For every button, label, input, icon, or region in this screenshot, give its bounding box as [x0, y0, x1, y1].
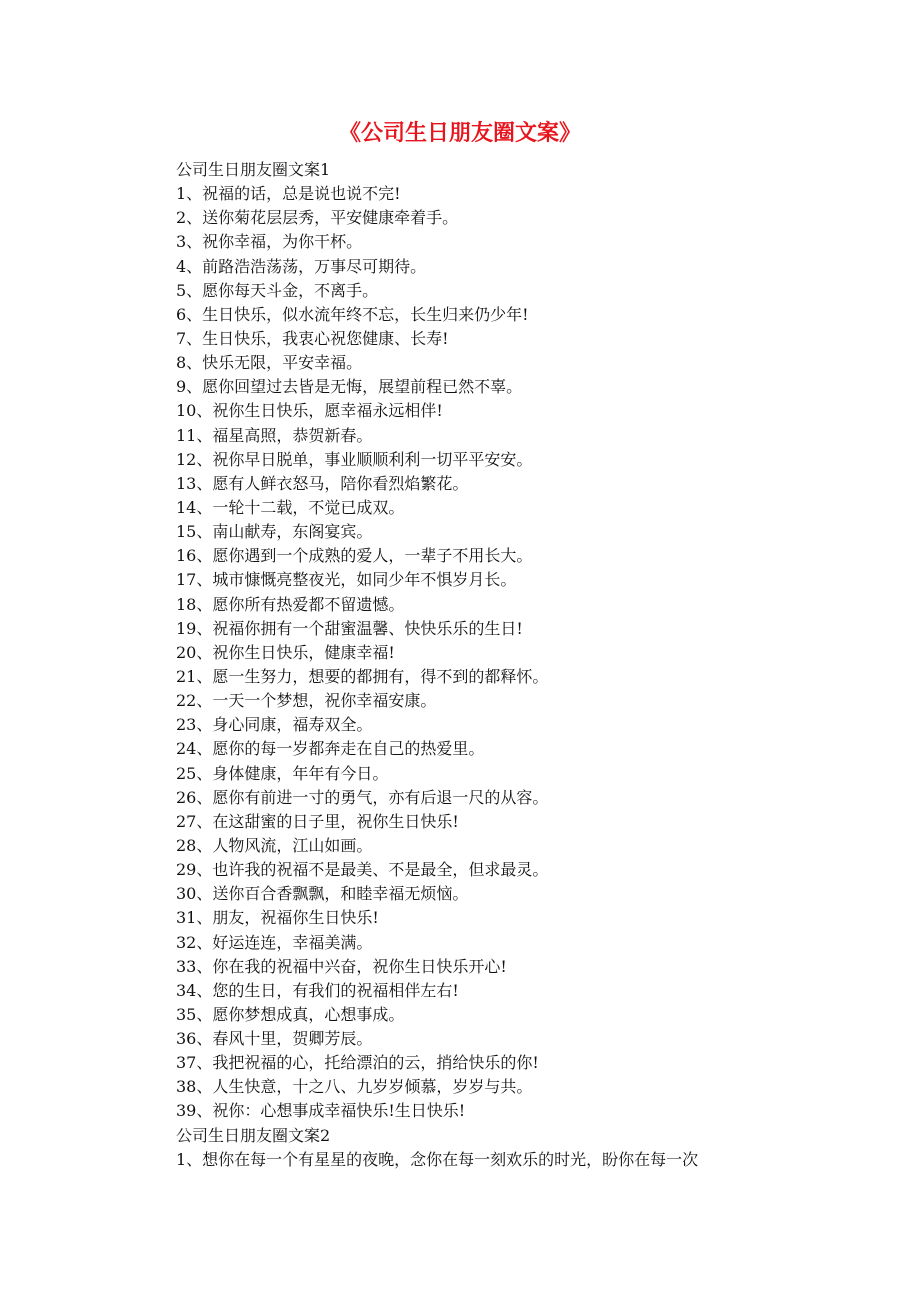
list-item: 9、愿你回望过去皆是无悔，展望前程已然不辜。	[176, 377, 523, 397]
list-item: 19、祝福你拥有一个甜蜜温馨、快快乐乐的生日!	[176, 618, 523, 638]
list-item: 13、愿有人鲜衣怒马，陪你看烈焰繁花。	[176, 473, 469, 493]
list-item: 17、城市慷慨亮整夜光，如同少年不惧岁月长。	[176, 570, 517, 590]
list-item: 27、在这甜蜜的日子里，祝你生日快乐!	[176, 811, 459, 831]
list-item: 12、祝你早日脱单，事业顺顺利利一切平平安安。	[176, 449, 533, 469]
list-item: 23、身心同康，福寿双全。	[176, 715, 373, 735]
wish-list	[176, 182, 816, 1123]
list-item: 30、送你百合香飘飘，和睦幸福无烦恼。	[176, 884, 469, 904]
list-item: 4、前路浩浩荡荡，万事尽可期待。	[176, 256, 427, 276]
section-heading: 公司生日朋友圈文案1	[176, 160, 331, 179]
list-item: 1、祝福的话，总是说也说不完!	[176, 184, 401, 204]
list-item: 39、祝你：心想事成幸福快乐!生日快乐!	[176, 1101, 466, 1121]
list-item: 20、祝你生日快乐，健康幸福!	[176, 642, 395, 662]
list-item: 16、愿你遇到一个成熟的爱人，一辈子不用长大。	[176, 546, 533, 566]
list-item: 32、好运连连，幸福美满。	[176, 932, 373, 952]
list-item: 25、身体健康，年年有今日。	[176, 763, 389, 783]
list-item: 5、愿你每天斗金，不离手。	[176, 280, 379, 300]
list-item: 10、祝你生日快乐，愿幸福永远相伴!	[176, 401, 443, 421]
list-item: 18、愿你所有热爱都不留遗憾。	[176, 594, 405, 614]
list-item: 2、送你菊花层层秀，平安健康牵着手。	[176, 208, 459, 228]
list-item: 7、生日快乐，我衷心祝您健康、长寿!	[176, 328, 449, 348]
list-item: 3、祝你幸福，为你干杯。	[176, 232, 363, 252]
section-first-line: 1、想你在每一个有星星的夜晚，念你在每一刻欢乐的时光，盼你在每一次	[176, 1149, 699, 1169]
list-item: 34、您的生日，有我们的祝福相伴左右!	[176, 980, 459, 1000]
list-item: 8、快乐无限，平安幸福。	[176, 353, 363, 373]
list-item: 21、愿一生努力，想要的都拥有，得不到的都释怀。	[176, 666, 549, 686]
list-item: 33、你在我的祝福中兴奋，祝你生日快乐开心!	[176, 956, 507, 976]
list-item: 6、生日快乐，似水流年终不忘，长生归来仍少年!	[176, 304, 529, 324]
list-item: 31、朋友，祝福你生日快乐!	[176, 908, 379, 928]
list-item: 35、愿你梦想成真，心想事成。	[176, 1004, 405, 1024]
section-heading: 公司生日朋友圈文案2	[176, 1125, 331, 1145]
list-item: 37、我把祝福的心，托给漂泊的云，捎给快乐的你!	[176, 1053, 539, 1073]
document-title: 《公司生日朋友圈文案》	[338, 120, 581, 146]
list-item: 28、人物风流，江山如画。	[176, 835, 373, 855]
list-item: 22、一天一个梦想，祝你幸福安康。	[176, 691, 437, 711]
document-body	[176, 158, 816, 1172]
list-item: 36、春风十里，贺卿芳辰。	[176, 1029, 373, 1049]
list-item: 26、愿你有前进一寸的勇气，亦有后退一尺的从容。	[176, 787, 549, 807]
list-item: 11、福星高照，恭贺新春。	[176, 425, 373, 445]
list-item: 14、一轮十二载，不觉已成双。	[176, 497, 405, 517]
list-item: 29、也许我的祝福不是最美、不是最全，但求最灵。	[176, 860, 549, 880]
list-item: 38、人生快意，十之八、九岁岁倾慕，岁岁与共。	[176, 1077, 533, 1097]
list-item: 15、南山献寿，东阁宴宾。	[176, 522, 373, 542]
list-item: 24、愿你的每一岁都奔走在自己的热爱里。	[176, 739, 485, 759]
